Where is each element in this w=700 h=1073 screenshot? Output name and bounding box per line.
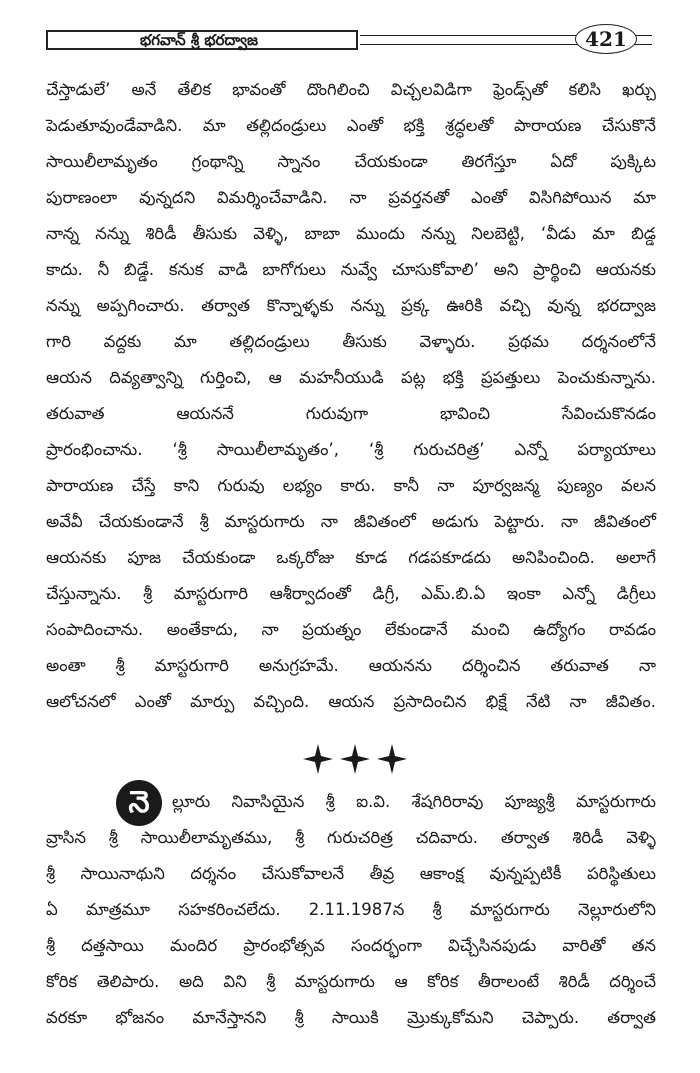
dropcap-letter: నె bbox=[116, 780, 162, 826]
text-line: నాన్న నన్ను శిరిడీ తీసుకు వెళ్ళి, బాబా ముందు నన్ను నిలబెట్టి, ‘వీడు మా బిడ్డ bbox=[46, 224, 656, 243]
text-line: కాదు. నీ బిడ్డే. కనుక వాడి బాగోగులు నువ్వే చూసుకోవాలి’ అని ప్రార్థించి ఆయనకు bbox=[46, 260, 656, 279]
text-line: ల్లూరు నివాసియైన శ్రీ ఐ.వి. శేషగిరిరావు పూజ్యశ్రీ మాస్టరుగారు bbox=[172, 792, 656, 811]
text-line: ఆలోచనలో ఎంతో మార్పు వచ్చింది. ఆయన ప్రసాదించిన భిక్షే నేటి నా జీవితం. bbox=[46, 692, 656, 711]
text-line: గారి వద్దకు మా తల్లిదండ్రులు తీసుకు వెళ్ళారు. ప్రథమ దర్శనంలోనే bbox=[46, 332, 656, 351]
text-line: సంపాదించాను. అంతేకాదు, నా ప్రయత్నం లేకుండానే మంచి ఉద్యోగం రావడం bbox=[46, 620, 656, 639]
text-line: పారాయణ చేస్తే కాని గురువు లభ్యం కారు. కానీ నా పూర్వజన్మ పుణ్యం వలన bbox=[46, 476, 656, 495]
text-line: సాయిలీలామృతం గ్రంథాన్ని స్నానం చేయకుండా తిరగేస్తూ ఏదో పుక్కిట bbox=[46, 152, 656, 171]
text-line: పురాణంలా వున్నదని విమర్శించేవాడిని. నా ప్రవర్తనతో ఎంతో విసిగిపోయిన మా bbox=[46, 188, 656, 207]
text-line: చేస్తున్నాను. శ్రీ మాస్టరుగారి ఆశీర్వాదంతో డిగ్రీ, ఎమ్.బి.ఏ ఇంకా ఎన్నో డిగ్రీలు bbox=[46, 584, 656, 603]
text-line: పెడుతూవుండేవాడిని. మా తల్లిదండ్రులు ఎంతో భక్తి శ్రద్ధలతో పారాయణ చేసుకొనే bbox=[46, 116, 656, 135]
text-line: అవేవీ చేయకుండానే శ్రీ మాస్టరుగారు నా జీవితంలో అడుగు పెట్టారు. నా జీవితంలో bbox=[46, 512, 656, 531]
text-line: వ్రాసిన శ్రీ సాయిలీలామృతము, శ్రీ గురుచరిత్ర చదివారు. తర్వాత శిరిడీ వెళ్ళి bbox=[46, 828, 656, 847]
text-line: ఆయన దివ్యత్వాన్ని గుర్తించి, ఆ మహనీయుడి పట్ల భక్తి ప్రపత్తులు పెంచుకున్నాను. bbox=[46, 368, 656, 387]
text-line: ఏ మాత్రమూ సహకరించలేదు. 2.11.1987న శ్రీ మాస్టరుగారు నెల్లూరులోని bbox=[46, 900, 656, 919]
section-separator-ornament bbox=[300, 742, 410, 776]
text-line: ప్రారంభించాను. ‘శ్రీ సాయిలీలామృతం’, ‘శ్రీ గురుచరిత్ర’ ఎన్నో పర్యాయాలు bbox=[46, 440, 656, 459]
text-line: అంతా శ్రీ మాస్టరుగారి అనుగ్రహమే. ఆయనను దర్శించిన తరువాత నా bbox=[46, 656, 656, 675]
text-line: చేస్తాడులే’ అనే తేలిక భావంతో దొంగిలించి విచ్చలవిడిగా ఫ్రెండ్స్‌తో కలిసి ఖర్చు bbox=[46, 80, 656, 99]
text-line: తరువాత ఆయననే గురువుగా భావించి సేవించుకొనడం bbox=[46, 404, 656, 423]
header-title: భగవాన్ శ్రీ భరద్వాజ bbox=[140, 31, 258, 49]
text-line: ఆయనకు పూజ చేయకుండా ఒక్కరోజు కూడ గడపకూడదు అనిపించింది. అలాగే bbox=[46, 548, 656, 567]
text-line: శ్రీ సాయినాథుని దర్శనం చేసుకోవాలనే తీవ్ర ఆకాంక్ష వున్నప్పటికీ పరిస్థితులు bbox=[46, 864, 656, 883]
text-line: వరకూ భోజనం మానేస్తానని శ్రీ సాయికి మ్రొక్కుకోమని చెప్పారు. తర్వాత bbox=[46, 1008, 656, 1027]
text-line: నన్ను అప్పగించారు. తర్వాత కొన్నాళ్ళకు నన్ను ప్రక్క ఊరికి వచ్చి వున్న భరద్వాజ bbox=[46, 296, 656, 315]
text-line: శ్రీ దత్తసాయి మందిర ప్రారంభోత్సవ సందర్భంగా విచ్చేసినపుడు వారితో తన bbox=[46, 936, 656, 955]
text-line: కోరిక తెలిపారు. అది విని శ్రీ మాస్టరుగారు ఆ కోరిక తీరాలంటే శిరిడీ దర్శించే bbox=[46, 972, 656, 991]
page-number: 421 bbox=[575, 24, 637, 54]
running-header bbox=[40, 22, 660, 58]
